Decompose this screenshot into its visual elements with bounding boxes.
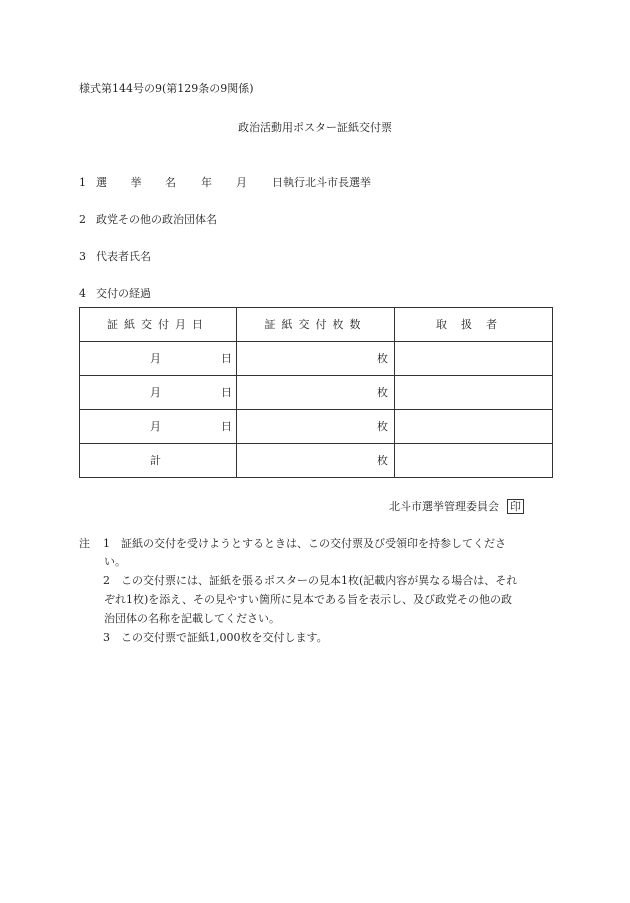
note-2-line-3: 治団体の名称を記載してください。 [104,612,280,625]
item-number: 2 [79,213,86,226]
table-header-row [80,308,553,342]
note-1-line-1: 証紙の交付を受けようとするときは、この交付票及び受領印を持参してくださ [121,537,506,550]
header-grant-date: 証紙交付月日 [80,308,237,342]
notes-label: 注 [79,537,90,550]
item-label: 選 挙 名 [96,176,186,189]
handler-cell [395,376,553,410]
sheet-unit-label: 枚 [377,454,388,467]
total-label: 計 [150,454,161,467]
total-count-cell [237,444,395,478]
form-code: 様式第144号の9(第129条の9関係) [79,82,254,95]
note-number: 3 [103,631,110,644]
note-3-line-1: この交付票で証紙1,000枚を交付します。 [121,631,328,644]
item-grant-history [79,287,151,300]
table-row [80,410,553,444]
month-label: 月 [150,386,161,399]
count-cell [237,342,395,376]
item-number: 4 [79,287,86,300]
header-grant-count: 証紙交付枚数 [237,308,395,342]
handler-cell [395,342,553,376]
sheet-unit-label: 枚 [377,386,388,399]
date-cell [80,376,237,410]
sheet-unit-label: 枚 [377,420,388,433]
month-label: 月 [150,352,161,365]
item-label: 代表者氏名 [96,250,151,263]
note-2-line-2: ぞれ1枚)を添え、その見やすい箇所に見本である旨を表示し、及び政党その他の政 [104,593,512,606]
table-total-row [80,444,553,478]
election-day-text: 日執行北斗市長選挙 [272,176,371,189]
note-number: 2 [103,574,110,587]
committee-signature [389,499,524,514]
item-party-name [79,213,217,226]
note-2-line-1: この交付票には、証紙を張るポスターの見本1枚(記載内容が異なる場合は、それ [121,574,518,587]
month-label: 月 [236,176,247,189]
sheet-unit-label: 枚 [377,352,388,365]
document-title: 政治活動用ポスター証紙交付票 [238,121,392,134]
count-cell [237,376,395,410]
item-label: 政党その他の政治団体名 [96,213,217,226]
count-cell [237,410,395,444]
date-cell [80,410,237,444]
grant-history-table [79,307,553,478]
committee-name: 北斗市選挙管理委員会 [389,500,499,513]
handler-cell [395,410,553,444]
total-label-cell [80,444,237,478]
item-label: 交付の経過 [96,287,151,300]
day-label: 日 [221,420,232,433]
table-row [80,342,553,376]
day-label: 日 [221,386,232,399]
note-number: 1 [103,537,110,550]
item-representative-name [79,250,151,263]
year-label: 年 [201,176,212,189]
date-cell [80,342,237,376]
handler-cell [395,444,553,478]
note-1-line-2: い。 [104,555,126,568]
seal-stamp: 印 [507,499,524,514]
item-number: 3 [79,250,86,263]
day-label: 日 [221,352,232,365]
table-row [80,376,553,410]
header-handler: 取扱者 [395,308,553,342]
item-number: 1 [79,176,86,189]
month-label: 月 [150,420,161,433]
